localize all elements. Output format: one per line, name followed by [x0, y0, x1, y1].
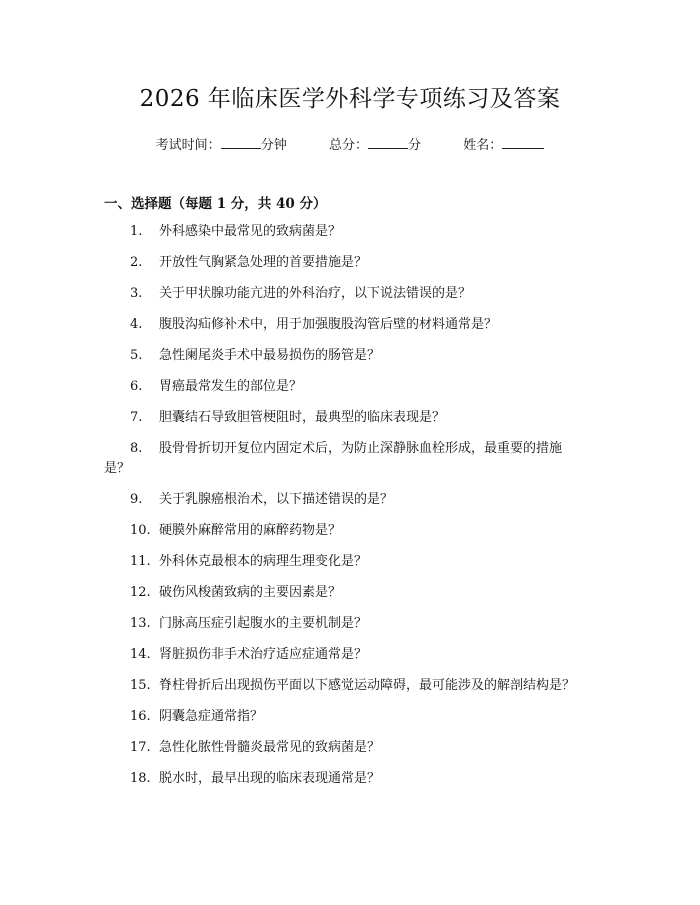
name-label: 姓名： — [463, 138, 503, 153]
question-number: 9. — [130, 492, 143, 507]
question-item — [104, 253, 604, 273]
question-item — [104, 284, 604, 304]
score-label: 总分： — [328, 138, 368, 153]
question-item — [104, 769, 604, 789]
question-item — [104, 315, 604, 335]
question-number: 6. — [130, 379, 143, 394]
question-text: 急性化脓性骨髓炎最常见的致病菌是？ — [159, 740, 381, 755]
question-number: 3. — [130, 286, 143, 301]
question-text: 外科休克最根本的病理生理变化是？ — [159, 554, 368, 569]
question-text: 股骨骨折切开复位内固定术后，为防止深静脉血栓形成，最重要的措施是？ — [104, 441, 563, 476]
question-text: 关于乳腺癌根治术，以下描述错误的是？ — [159, 492, 394, 507]
question-number: 1. — [130, 224, 143, 239]
question-text: 外科感染中最常见的致病菌是？ — [159, 224, 342, 239]
section-heading: 一、选择题（每题 1 分，共 40 分） — [104, 196, 327, 212]
question-text: 胆囊结石导致胆管梗阻时，最典型的临床表现是？ — [159, 410, 446, 425]
question-number: 11. — [130, 554, 151, 569]
question-number: 5. — [130, 348, 143, 363]
question-text: 脱水时，最早出现的临床表现通常是？ — [159, 771, 381, 786]
question-text: 关于甲状腺功能亢进的外科治疗，以下说法错误的是？ — [159, 286, 472, 301]
question-text: 硬膜外麻醉常用的麻醉药物是？ — [159, 523, 342, 538]
question-item — [104, 552, 604, 572]
question-item — [104, 521, 604, 541]
question-item — [104, 490, 604, 510]
question-item — [104, 707, 604, 727]
question-number: 17. — [130, 740, 151, 755]
question-text: 脊柱骨折后出现损伤平面以下感觉运动障碍，最可能涉及的解剖结构是？ — [159, 678, 576, 693]
question-item — [104, 614, 604, 634]
question-text: 门脉高压症引起腹水的主要机制是？ — [159, 616, 368, 631]
question-number: 8. — [130, 441, 143, 456]
question-text: 肾脏损伤非手术治疗适应症通常是？ — [159, 647, 368, 662]
question-item — [104, 377, 604, 397]
name-blank — [502, 137, 544, 149]
score-unit: 分 — [408, 138, 422, 153]
score-blank — [368, 137, 408, 149]
question-number: 10. — [130, 523, 151, 538]
question-item — [104, 346, 604, 366]
question-number: 7. — [130, 410, 143, 425]
question-item — [104, 645, 604, 665]
question-item — [104, 222, 604, 242]
question-list — [104, 222, 604, 800]
question-number: 16. — [130, 709, 151, 724]
question-number: 14. — [130, 647, 151, 662]
question-number: 18. — [130, 771, 151, 786]
question-item — [104, 408, 604, 428]
question-number: 13. — [130, 616, 151, 631]
time-blank — [221, 137, 261, 149]
question-item — [104, 583, 604, 603]
question-number: 4. — [130, 317, 143, 332]
question-text: 急性阑尾炎手术中最易损伤的肠管是？ — [159, 348, 381, 363]
page-title: 2026 年临床医学外科学专项练习及答案 — [139, 86, 561, 112]
time-unit: 分钟 — [260, 138, 287, 153]
question-text: 开放性气胸紧急处理的首要措施是？ — [159, 255, 368, 270]
question-number: 15. — [130, 678, 151, 693]
question-item — [104, 738, 604, 758]
question-number: 2. — [130, 255, 143, 270]
exam-info-line — [0, 134, 700, 153]
question-text: 阴囊急症通常指？ — [159, 709, 264, 724]
question-text: 腹股沟疝修补术中，用于加强腹股沟管后壁的材料通常是？ — [159, 317, 498, 332]
question-number: 12. — [130, 585, 151, 600]
question-text: 胃癌最常发生的部位是？ — [159, 379, 303, 394]
question-item — [104, 676, 604, 696]
time-label: 考试时间： — [155, 138, 221, 153]
question-text: 破伤风梭菌致病的主要因素是？ — [159, 585, 342, 600]
question-item — [104, 439, 584, 479]
